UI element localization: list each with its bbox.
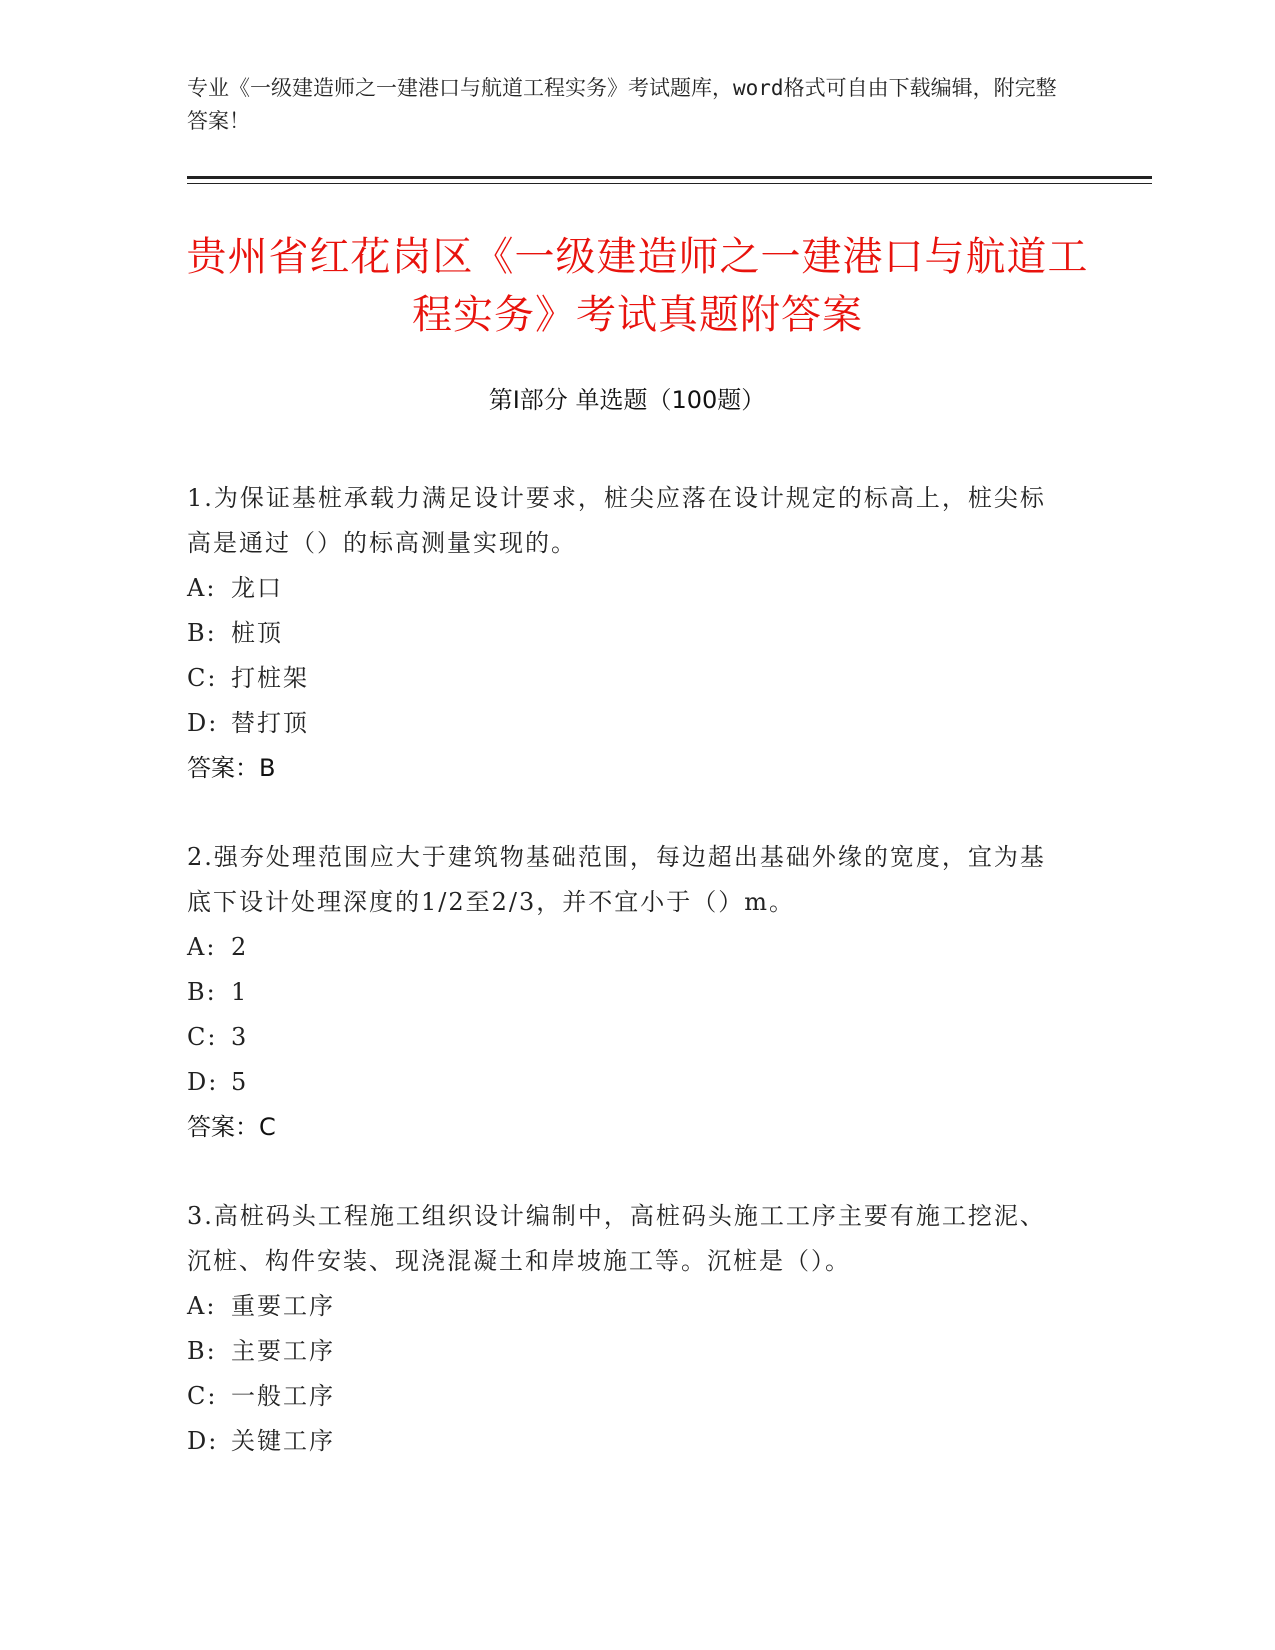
option-text: 一般工序 (231, 1382, 335, 1410)
answer-line: 答案：C (187, 1113, 276, 1141)
option-letter: D: (187, 1427, 219, 1455)
option-text: 替打顶 (231, 709, 309, 737)
option-text: 5 (231, 1068, 249, 1096)
answer-line: 答案：B (187, 754, 276, 782)
option-text: 主要工序 (231, 1337, 335, 1365)
option-letter: A: (187, 933, 217, 961)
option-letter: B: (187, 978, 217, 1006)
option-letter: B: (187, 619, 217, 647)
option-letter: A: (187, 1292, 217, 1320)
question-list (187, 476, 1067, 1508)
option-text: 龙口 (231, 574, 283, 602)
option-letter: B: (187, 1337, 217, 1365)
option-letter: A: (187, 574, 217, 602)
question-stem: 2.强夯处理范围应大于建筑物基础范围，每边超出基础外缘的宽度，宜为基底下设计处理深度的1/2至2/3，并不宜小于（）m。 (187, 843, 1046, 916)
option-d (187, 701, 1067, 746)
option-letter: C: (187, 1382, 218, 1410)
option-b (187, 1329, 1067, 1374)
option-text: 重要工序 (231, 1292, 335, 1320)
option-text: 3 (231, 1023, 249, 1051)
option-letter: C: (187, 664, 218, 692)
option-c (187, 656, 1067, 701)
option-letter: D: (187, 1068, 219, 1096)
option-text: 2 (231, 933, 249, 961)
question-3 (187, 1194, 1067, 1464)
header-note: 专业《一级建造师之一建港口与航道工程实务》考试题库，word格式可自由下载编辑，附完整答案！ (187, 76, 1057, 133)
question-stem: 1.为保证基桩承载力满足设计要求，桩尖应落在设计规定的标高上，桩尖标高是通过（）的标高测量实现的。 (187, 484, 1046, 557)
option-d (187, 1060, 1067, 1105)
option-text: 桩顶 (231, 619, 283, 647)
option-b (187, 611, 1067, 656)
option-d (187, 1419, 1067, 1464)
question-1 (187, 476, 1067, 791)
option-b (187, 970, 1067, 1015)
question-stem: 3.高桩码头工程施工组织设计编制中，高桩码头施工工序主要有施工挖泥、沉桩、构件安装、现浇混凝土和岸坡施工等。沉桩是（）。 (187, 1202, 1046, 1275)
option-c (187, 1374, 1067, 1419)
option-a (187, 566, 1067, 611)
option-text: 1 (231, 978, 249, 1006)
option-a (187, 925, 1067, 970)
option-a (187, 1284, 1067, 1329)
option-text: 关键工序 (231, 1427, 335, 1455)
option-text: 打桩架 (231, 664, 309, 692)
option-letter: D: (187, 709, 219, 737)
option-letter: C: (187, 1023, 218, 1051)
question-2 (187, 835, 1067, 1150)
header-divider-thick (187, 176, 1152, 179)
header-divider-thin (187, 183, 1152, 184)
option-c (187, 1015, 1067, 1060)
section-heading: 第Ⅰ部分 单选题（100题） (488, 386, 766, 414)
document-title: 贵州省红花岗区《一级建造师之一建港口与航道工程实务》考试真题附答案 (186, 234, 1089, 338)
